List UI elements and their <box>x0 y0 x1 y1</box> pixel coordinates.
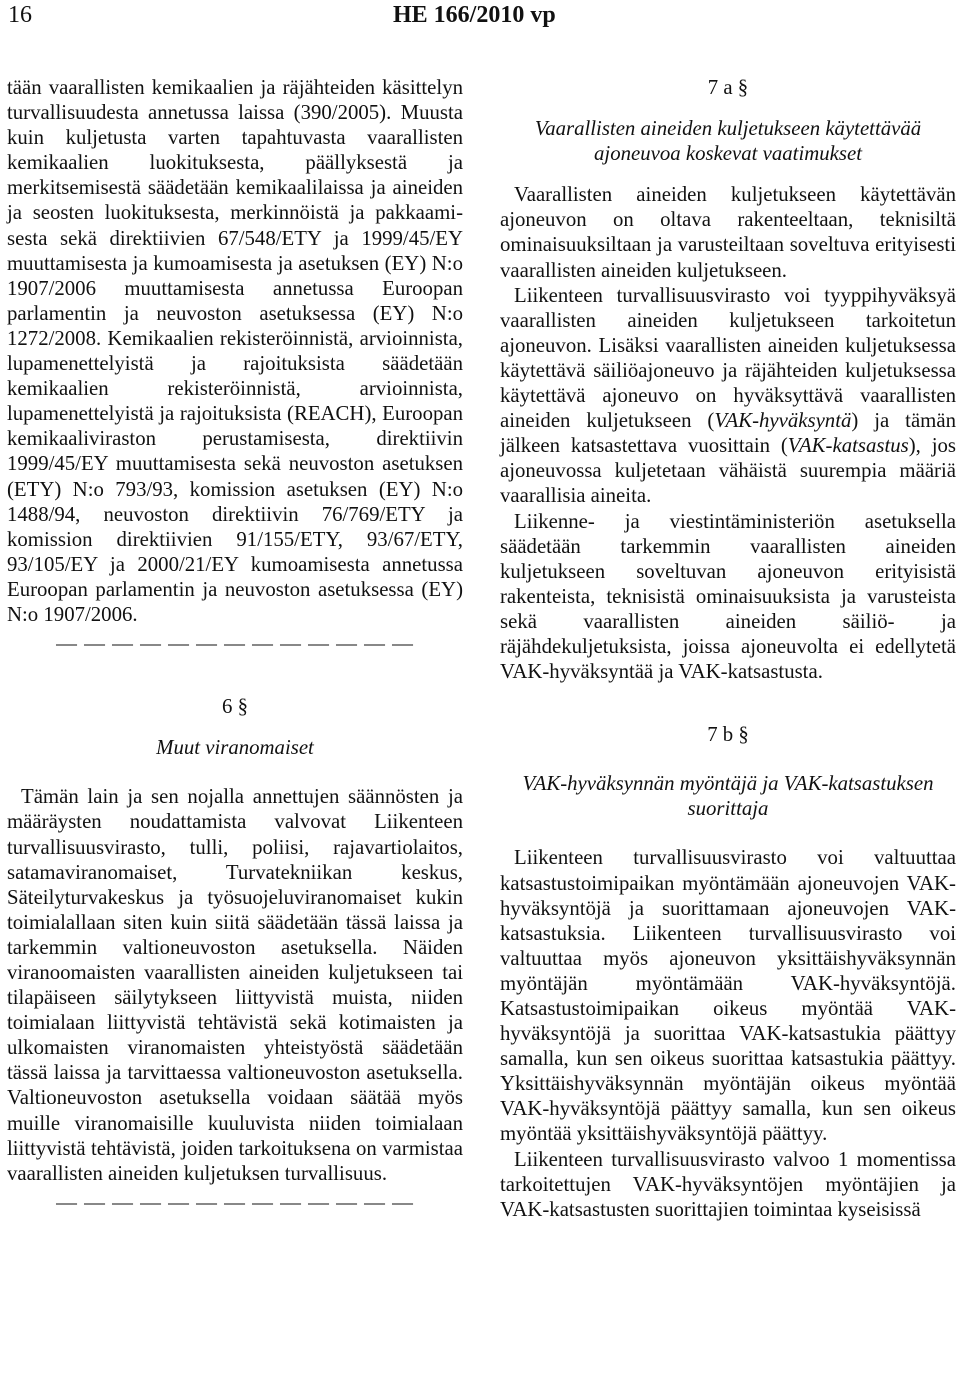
paragraph-authorization: Liikenteen turvallisuusvirasto voi valtuuttaa katsastustoimipaikan myöntämään ajoneuvojen VAK-hyväksyntöjä ja suorittamaan ajoneuvojen VAK-katsastuksia. Liikenteen turvallisuusvirasto voi valtuuttaa myös ajoneuvon yksittäishyväksynnän myöntäjän myöntämään VAK-hyväksyntöjä. Katsastustoimipaikan oikeus myöntää VAK-hyväksyntöjä ja suorittaa VAK-katsastukia päättyy samalla, kun sen oikeus suorittaa katsastukia päättyy. Yksittäishyväksynnän myöntäjän oikeus myöntää VAK-hyväksyntöjä päättyy samalla, kun sen oikeus myöntää yksittäishyväksyntöjä päättyy. <box>500 846 956 1146</box>
left-column <box>7 75 463 1215</box>
section-number-7a: 7 a § <box>707 76 749 99</box>
section-number-7b: 7 b § <box>707 723 749 747</box>
section-title-7b: VAK-hyväksynnän myöntäjä ja VAK-katsastuksen suorittaja <box>522 772 934 821</box>
paragraph-chemicals-legislation: tään vaarallisten kemikaalien ja räjähteiden käsittelyn turvallisuudesta annetussa laissa (390/2005). Muusta kuin kuljetusta varten tapahtuvasta vaarallisten kemikaalien luokituksesta, päällyksestä ja merkitsemisestä säädetään kemikaalilaissa ja aineiden ja seosten luokituksesta, merkinnöistä ja pakkaamisesta sekä direktiivien 67/548/ETY ja 1999/45/EY muuttamisesta ja kumoamisesta ja asetuksen (EY) N:o 1907/2006 muuttamisesta annetussa Euroopan parlamentin ja neuvoston asetuksessa (EY) N:o 1272/2008. Kemikaalien rekisteröinnistä, arvioinnista, lupamenettelyistä ja rajoituksista säädetään kemikaalien rekisteröinnistä, arvioinnista, lupamenettelyistä ja rajoituksista (REACH), Euroopan kemikaaliviraston perustamisesta, direktiivin 1999/45/EY muuttamisesta sekä neuvoston asetuksen (ETY) N:o 793/93, komission asetuksen (EY) N:o 1488/94, neuvoston direktiivin 76/769/ETY ja komission direktiivien 91/155/ETY, 93/67/ETY, 93/105/EY ja 2000/21/EY kumoamisesta annetussa Euroopan parlamentin ja neuvoston asetuksessa (EY) N:o 1907/2006. <box>7 76 463 626</box>
right-column <box>500 75 956 1222</box>
term-vak-approval: VAK-hyväksyntä <box>714 409 852 433</box>
text-run: Liikenteen turvallisuusvirasto voi tyyppihyväksyä vaarallisten aineiden kuljetukseen tarkoitetun ajoneuvon. Lisäksi vaarallisten aineiden kuljetuksessa käytettävä säiliöajoneuvo ja räjähteiden kuljetuksessa käytettävä ajoneuvo on hyväksyttävä vaarallisten aineiden kuljetukseen ( <box>500 283 956 433</box>
section-number-6: 6 § <box>222 695 248 719</box>
term-vak-inspection: VAK-katsastus <box>787 434 909 458</box>
text-run: ) ja tämän jälkeen katsastettava vuosittain ( <box>500 409 956 458</box>
section-title-6: Muut viranomaiset <box>156 736 314 760</box>
paragraph-other-authorities: Tämän lain ja sen nojalla annettujen säännösten ja määräysten noudattamista valvovat Liikenteen turvallisuusvirasto, tulli, poliisi, rajavartiolaitos, satamaviranomaiset, Turvatekniikan keskus, Säteilyturvakeskus ja työsuojeluviranomaiset kukin toimialallaan siten kuin siitä säädetään tässä laissa ja tarkemmin valtioneuvoston asetuksella. Näiden viranoomaisten vaarallisten aineiden kuljetukseen tai tilapäiseen säilytykseen liittyvistä muista, niiden toimialaan liittyvistä tehtävistä sekä kotimaisten ja ulkomaisten viranomaisten yhteistyöstä säädetään tässä laissa ja tarvittaessa valtioneuvoston asetuksella. Valtioneuvoston asetuksella voidaan säätää myös muille viranomaisille kuuluvista niiden toimialaan liittyvistä tehtävistä, joiden tarkoituksena on varmistaa vaarallisten aineiden kuljetuksen turvallisuus. <box>7 785 463 1185</box>
paragraph-supervision: Liikenteen turvallisuusvirasto valvoo 1 momentissa tarkoitettujen VAK-hyväksyntöjen myöntäjien ja VAK-katsastusten suorittajien toimintaa kyseisissä <box>500 1147 956 1221</box>
section-separator: — — — — — — — — — — — — — <box>56 1190 414 1214</box>
document-reference: HE 166/2010 vp <box>393 2 556 28</box>
section-title-7a: Vaarallisten aineiden kuljetukseen käytettävää ajoneuvoa koskevat vaatimukset <box>534 117 922 166</box>
paragraph-vehicle-requirements: Vaarallisten aineiden kuljetukseen käytettävän ajoneuvon on oltava rakenteeltaan, teknisiltä ominaisuuksiltaan ja varusteiltaan soveltuva erityisesti vaarallisten aineiden kuljetukseen. <box>500 183 956 282</box>
page-header <box>0 0 960 60</box>
section-separator: — — — — — — — — — — — — — <box>56 632 414 656</box>
text-run: ), jos ajoneuvossa kuljetetaan vähäistä suurempia määriä vaarallisia aineita. <box>500 434 956 508</box>
page-number: 16 <box>8 2 32 28</box>
paragraph-type-approval <box>500 283 956 509</box>
paragraph-ministry-decree: Liikenne- ja viestintäministeriön asetuksella säädetään tarkemmin vaarallisten aineiden kuljetukseen soveltuvan ajoneuvon erityisistä rakenteista, teknisistä ominaisuuksista ja varusteista sekä vaarallisten aineiden säiliö- ja räjähdekuljetuksista, joissa ajoneuvolta ei edellytetä VAK-hyväksyntää ja VAK-katsastusta. <box>500 509 956 684</box>
